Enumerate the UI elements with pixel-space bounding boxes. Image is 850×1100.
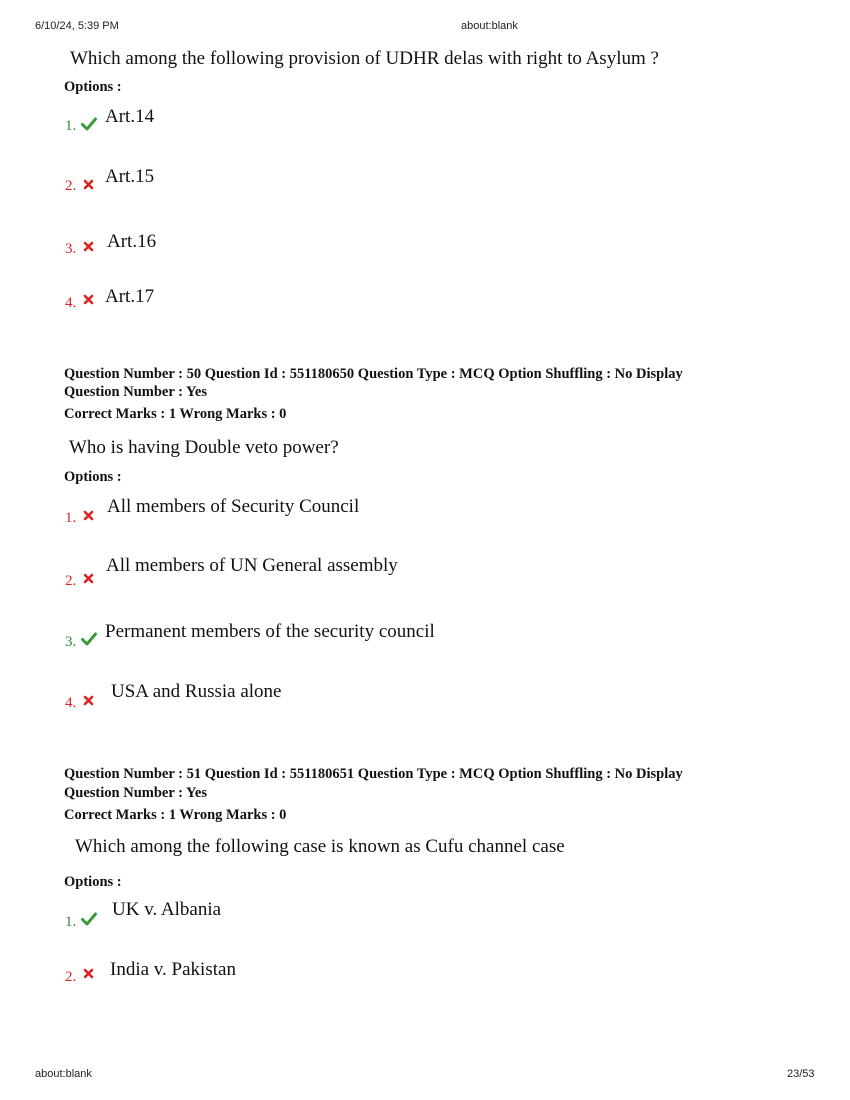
question-51-marks: Correct Marks : 1 Wrong Marks : 0 <box>64 807 287 823</box>
option-text: Permanent members of the security council <box>105 621 435 642</box>
option-number: 2. <box>65 178 77 194</box>
check-icon <box>81 632 97 646</box>
check-icon <box>81 117 97 131</box>
footer-url: about:blank <box>35 1068 92 1080</box>
question-50-text: Who is having Double veto power? <box>69 437 339 458</box>
cross-icon <box>83 510 94 521</box>
question-50-marks: Correct Marks : 1 Wrong Marks : 0 <box>64 406 287 422</box>
option-text: USA and Russia alone <box>111 681 282 702</box>
question-50-meta-line2: Question Number : Yes <box>64 384 207 400</box>
cross-icon <box>83 968 94 979</box>
option-number: 3. <box>65 241 77 257</box>
option-number: 2. <box>65 573 77 589</box>
option-text: All members of UN General assembly <box>106 555 398 576</box>
question-51-meta-line2: Question Number : Yes <box>64 785 207 801</box>
option-number: 3. <box>65 634 77 650</box>
question-49-text: Which among the following provision of UDHR delas with right to Asylum ? <box>70 48 659 69</box>
cross-icon <box>83 573 94 584</box>
option-text: Art.17 <box>105 286 155 307</box>
print-title: about:blank <box>461 20 518 32</box>
page-number: 23/53 <box>787 1068 815 1080</box>
option-text: Art.15 <box>105 166 155 187</box>
cross-icon <box>83 241 94 252</box>
cross-icon <box>83 294 94 305</box>
cross-icon <box>83 695 94 706</box>
option-number: 1. <box>65 510 77 526</box>
option-number: 1. <box>65 118 77 134</box>
check-icon <box>81 912 97 926</box>
option-text: All members of Security Council <box>107 496 360 517</box>
option-text: UK v. Albania <box>112 899 222 920</box>
options-label: Options : <box>64 874 122 890</box>
question-51-meta-line1: Question Number : 51 Question Id : 551180651 Question Type : MCQ Option Shuffling : No Display <box>64 766 683 782</box>
option-text: India v. Pakistan <box>110 959 236 980</box>
question-50-meta-line1: Question Number : 50 Question Id : 551180650 Question Type : MCQ Option Shuffling : No Display <box>64 366 683 382</box>
print-datetime: 6/10/24, 5:39 PM <box>35 20 119 32</box>
option-number: 2. <box>65 969 77 985</box>
options-label: Options : <box>64 79 122 95</box>
option-text: Art.14 <box>105 106 155 127</box>
cross-icon <box>83 179 94 190</box>
option-number: 4. <box>65 295 77 311</box>
options-label: Options : <box>64 469 122 485</box>
option-number: 4. <box>65 695 77 711</box>
option-number: 1. <box>65 914 77 930</box>
question-51-text: Which among the following case is known as Cufu channel case <box>75 836 565 857</box>
option-text: Art.16 <box>107 231 157 252</box>
